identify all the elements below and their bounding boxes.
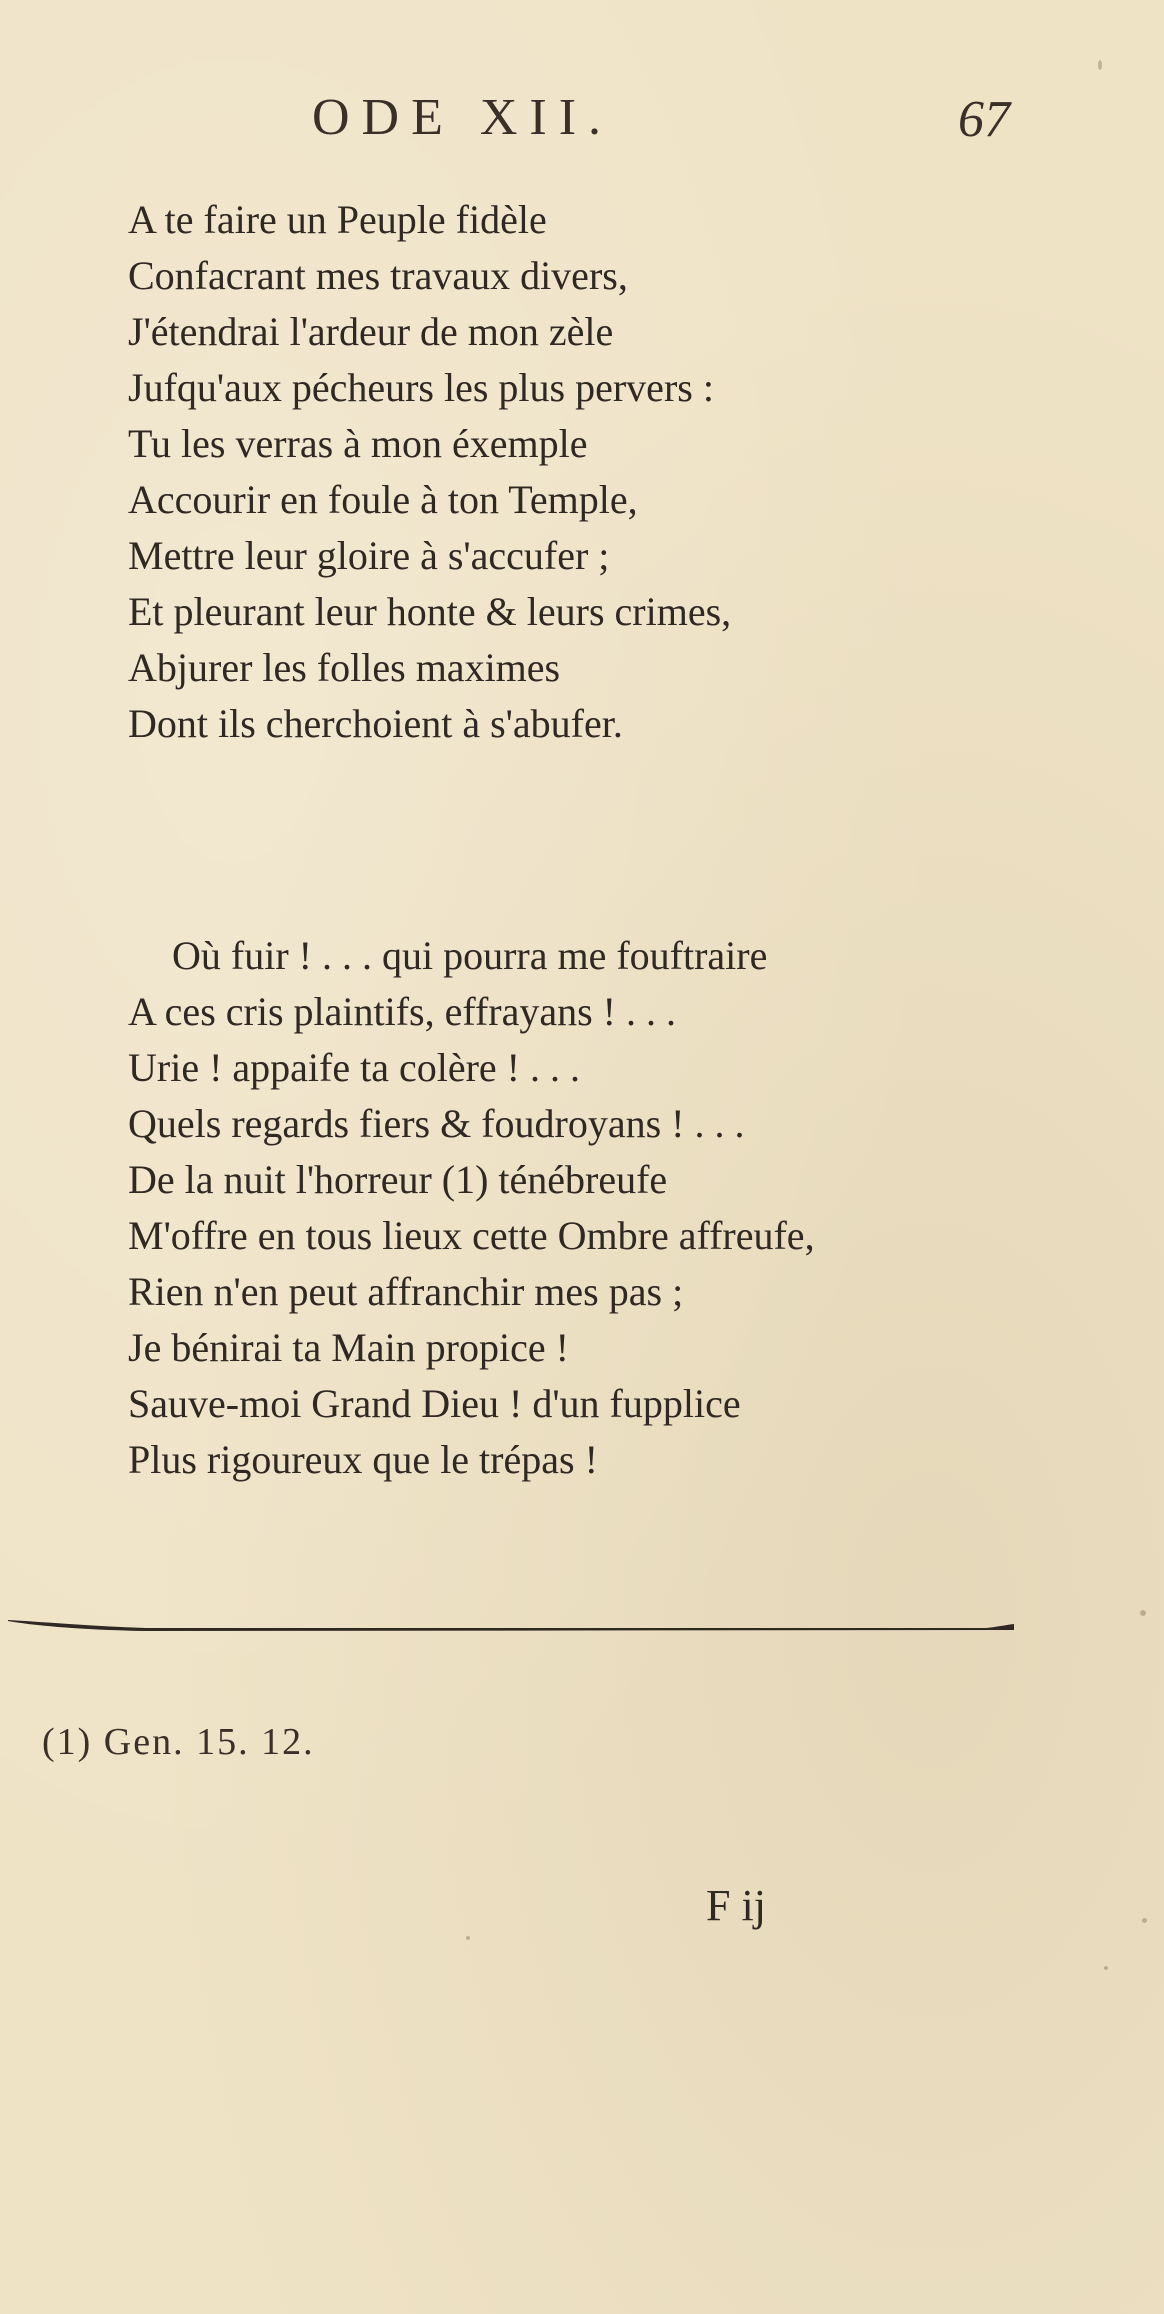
verse-line: Où fuir ! . . . qui pourra me fouftraire	[172, 933, 768, 978]
verse-line: M'offre en tous lieux cette Ombre affreufe,	[128, 1213, 815, 1258]
verse-line: Confacrant mes travaux divers,	[128, 253, 628, 298]
footnote: (1) Gen. 15. 12.	[42, 1721, 315, 1763]
footnote-rule	[6, 1608, 1016, 1632]
verse-line: Accourir en foule à ton Temple,	[128, 477, 638, 522]
verse-line: Urie ! appaife ta colère ! . . .	[128, 1045, 580, 1090]
page-number: 67	[958, 91, 1010, 148]
verse-line: Quels regards fiers & foudroyans ! . . .	[128, 1101, 745, 1146]
verse-line: Rien n'en peut affranchir mes pas ;	[128, 1269, 684, 1314]
paper-spot	[1104, 1966, 1108, 1970]
verse-line: Tu les verras à mon éxemple	[128, 421, 588, 466]
verse-line: Mettre leur gloire à s'accufer ;	[128, 533, 610, 578]
verse-line: A te faire un Peuple fidèle	[128, 197, 547, 242]
verse-line: Et pleurant leur honte & leurs crimes,	[128, 589, 732, 634]
verse-line: Sauve-moi Grand Dieu ! d'un fupplice	[128, 1381, 741, 1426]
verse-line: Plus rigoureux que le trépas !	[128, 1437, 598, 1482]
verse-line: De la nuit l'horreur (1) ténébreufe	[128, 1157, 668, 1202]
signature-mark: F ij	[706, 1881, 766, 1930]
paper-spot	[1142, 1918, 1147, 1923]
verse-line: Abjurer les folles maximes	[128, 645, 561, 690]
verse-line: Je bénirai ta Main propice !	[128, 1325, 569, 1370]
stanza-1	[128, 192, 1008, 752]
paper-spot	[1140, 1610, 1146, 1616]
verse-line: J'étendrai l'ardeur de mon zèle	[128, 309, 614, 354]
paper-spot	[1098, 60, 1102, 70]
verse-line: Dont ils cherchoient à s'abufer.	[128, 701, 623, 746]
running-title: ODE XII.	[312, 89, 614, 146]
verse-line: Jufqu'aux pécheurs les plus pervers :	[128, 365, 714, 410]
verse-line: A ces cris plaintifs, effrayans ! . . .	[128, 989, 676, 1034]
paper-spot	[466, 1936, 470, 1940]
stanza-2	[128, 928, 1008, 1488]
